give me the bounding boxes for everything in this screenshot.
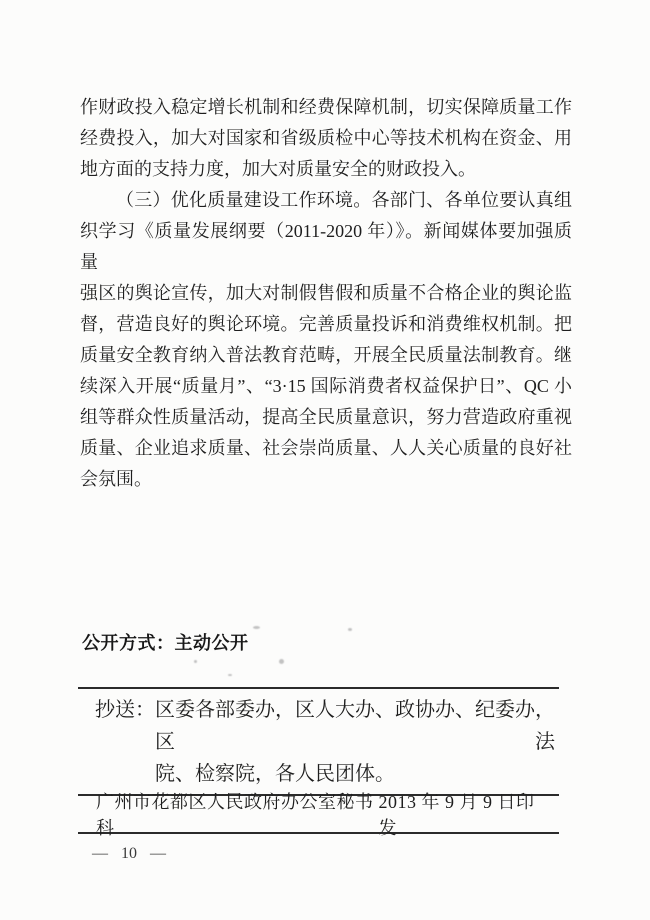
body-line: 质量、企业追求质量、社会崇尚质量、人人关心质量的良好社: [80, 438, 572, 458]
page-number-dash-right: —: [150, 845, 166, 862]
body-line: 织学习《质量发展纲要（2011-2020 年）》。新闻媒体要加强质量: [80, 221, 572, 272]
body-line: 督，营造良好的舆论环境。完善质量投诉和消费维权机制。把: [80, 314, 572, 334]
publisher-row: [78, 792, 559, 838]
publisher-name: 广州市花都区人民政府办公室秘书科: [96, 792, 374, 838]
body-line: 组等群众性质量活动，提高全民质量意识，努力营造政府重视: [80, 407, 572, 427]
disclosure-line: 公开方式：主动公开: [82, 633, 249, 653]
scan-speck: [348, 628, 352, 631]
scan-speck: [194, 660, 197, 663]
page-number: [92, 845, 166, 863]
body-line: 经费投入，加大对国家和省级质检中心等技术机构在资金、用: [80, 128, 572, 148]
body-line: 作财政投入稳定增长机制和经费保障机制，切实保障质量工作: [80, 97, 572, 117]
copy-line: 区委各部委办，区人大办、政协办、纪委办，区法: [155, 699, 555, 753]
body-line: 质量安全教育纳入普法教育范畴，开展全民质量法制教育。继: [80, 345, 572, 365]
body-line: 强区的舆论宣传，加大对制假售假和质量不合格企业的舆论监: [80, 283, 572, 303]
scan-speck: [228, 674, 232, 676]
body-line: 续深入开展“质量月”、“3·15 国际消费者权益保护日”、QC 小: [80, 376, 572, 396]
body-line: （三）优化质量建设工作环境。各部门、各单位要认真组: [116, 190, 572, 210]
body-line: 会氛围。: [80, 469, 152, 489]
footer-block: [78, 687, 559, 838]
body-line: 地方面的支持力度，加大对质量安全的财政投入。: [80, 159, 476, 179]
scan-speck: [279, 659, 284, 664]
print-date: 2013 年 9 月 9 日印发: [378, 792, 535, 838]
copy-content: [155, 694, 555, 790]
body-text: [80, 92, 572, 495]
copy-label: 抄送：: [95, 699, 155, 721]
scan-speck: [253, 626, 260, 629]
page-number-value: 10: [121, 845, 137, 862]
page-number-dash-left: —: [92, 845, 108, 862]
copy-line: 院、检察院，各人民团体。: [155, 763, 395, 785]
copy-row: [78, 689, 559, 796]
